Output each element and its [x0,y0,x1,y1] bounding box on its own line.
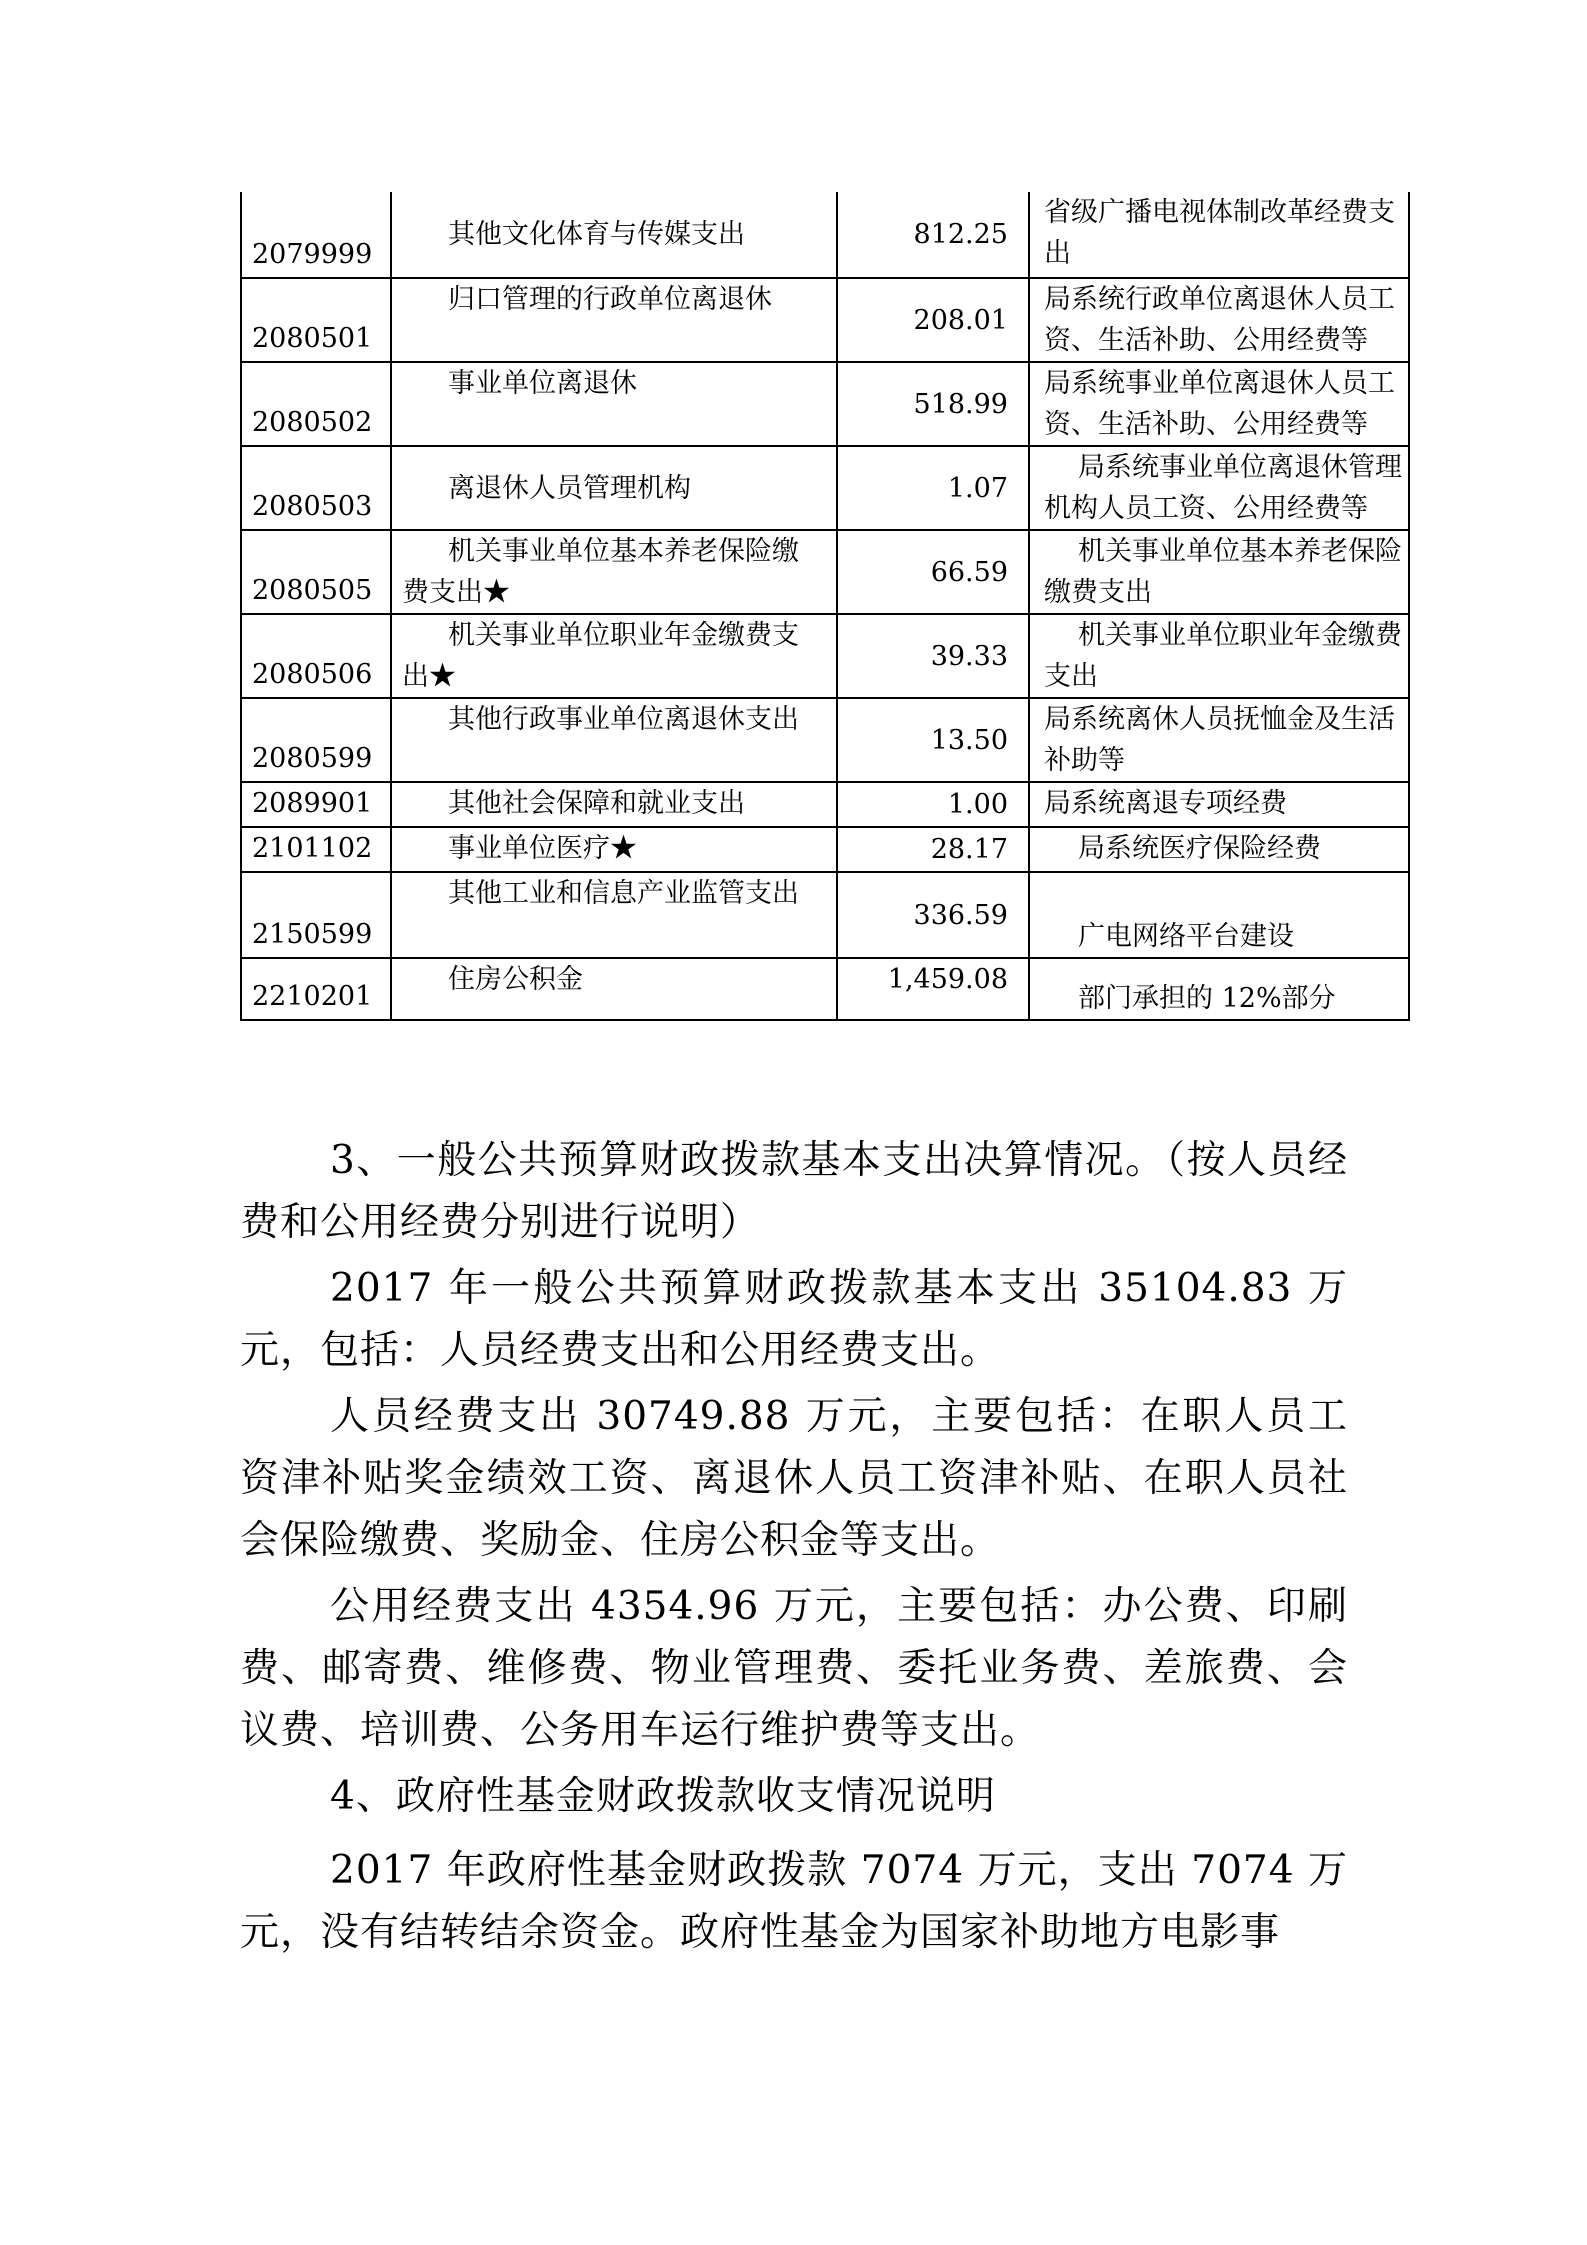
row-code: 2080501 [241,278,391,362]
row-amount: 66.59 [837,530,1029,614]
budget-table [240,192,1410,1021]
row-desc: 局系统医疗保险经费 [1029,827,1409,872]
row-name: 事业单位医疗★ [391,827,837,872]
row-amount: 13.50 [837,698,1029,782]
table-row [241,698,1409,782]
table-row [241,958,1409,1020]
budget-table-container [240,192,1410,1021]
table-row [241,192,1409,278]
row-code: 2079999 [241,192,391,278]
row-amount: 518.99 [837,362,1029,446]
paragraph: 人员经费支出 30749.88 万元，主要包括：在职人员工资津补贴奖金绩效工资、离退休人员工资津补贴、在职人员社会保险缴费、奖励金、住房公积金等支出。 [240,1394,1348,1563]
row-code: 2080503 [241,446,391,530]
row-desc: 机关事业单位职业年金缴费支出 [1029,614,1409,698]
row-code: 2080506 [241,614,391,698]
row-desc: 省级广播电视体制改革经费支出 [1029,192,1409,278]
paragraph: 2017 年一般公共预算财政拨款基本支出 35104.83 万元，包括：人员经费支出和公用经费支出。 [240,1266,1348,1373]
row-name: 机关事业单位基本养老保险缴费支出★ [391,530,837,614]
row-amount: 812.25 [837,192,1029,278]
table-row [241,827,1409,872]
paragraph: 3、一般公共预算财政拨款基本支出决算情况。（按人员经费和公用经费分别进行说明） [240,1138,1348,1245]
row-name: 事业单位离退休 [391,362,837,446]
row-amount: 39.33 [837,614,1029,698]
table-row [241,278,1409,362]
row-code: 2101102 [241,827,391,872]
table-row [241,872,1409,958]
paragraph: 2017 年政府性基金财政拨款 7074 万元，支出 7074 万元，没有结转结余资金。政府性基金为国家补助地方电影事 [240,1848,1348,1955]
row-amount: 1.00 [837,782,1029,827]
row-name: 其他工业和信息产业监管支出 [391,872,837,958]
row-amount: 1.07 [837,446,1029,530]
body-text [240,1130,1348,1964]
table-row [241,614,1409,698]
row-amount: 1,459.08 [837,958,1029,1020]
row-name: 其他行政事业单位离退休支出 [391,698,837,782]
table-row [241,530,1409,614]
row-desc: 机关事业单位基本养老保险缴费支出 [1029,530,1409,614]
row-code: 2080502 [241,362,391,446]
table-row [241,362,1409,446]
row-amount: 336.59 [837,872,1029,958]
row-desc: 局系统离退专项经费 [1029,782,1409,827]
row-code: 2150599 [241,872,391,958]
row-code: 2210201 [241,958,391,1020]
row-amount: 28.17 [837,827,1029,872]
row-desc: 广电网络平台建设 [1029,872,1409,958]
row-desc: 局系统事业单位离退休人员工资、生活补助、公用经费等 [1029,362,1409,446]
row-name: 住房公积金 [391,958,837,1020]
row-desc: 局系统事业单位离退休管理机构人员工资、公用经费等 [1029,446,1409,530]
row-amount: 208.01 [837,278,1029,362]
row-code: 2080599 [241,698,391,782]
table-row [241,782,1409,827]
row-desc: 部门承担的 12%部分 [1029,958,1409,1020]
row-code: 2080505 [241,530,391,614]
row-desc: 局系统行政单位离退休人员工资、生活补助、公用经费等 [1029,278,1409,362]
row-code: 2089901 [241,782,391,827]
table-row [241,446,1409,530]
paragraph: 4、政府性基金财政拨款收支情况说明 [330,1774,996,1819]
row-name: 其他文化体育与传媒支出 [391,192,837,278]
row-name: 机关事业单位职业年金缴费支出★ [391,614,837,698]
row-name: 其他社会保障和就业支出 [391,782,837,827]
row-desc: 局系统离休人员抚恤金及生活补助等 [1029,698,1409,782]
paragraph: 公用经费支出 4354.96 万元，主要包括：办公费、印刷费、邮寄费、维修费、物业管理费、委托业务费、差旅费、会议费、培训费、公务用车运行维护费等支出。 [240,1584,1348,1753]
row-name: 离退休人员管理机构 [391,446,837,530]
row-name: 归口管理的行政单位离退休 [391,278,837,362]
